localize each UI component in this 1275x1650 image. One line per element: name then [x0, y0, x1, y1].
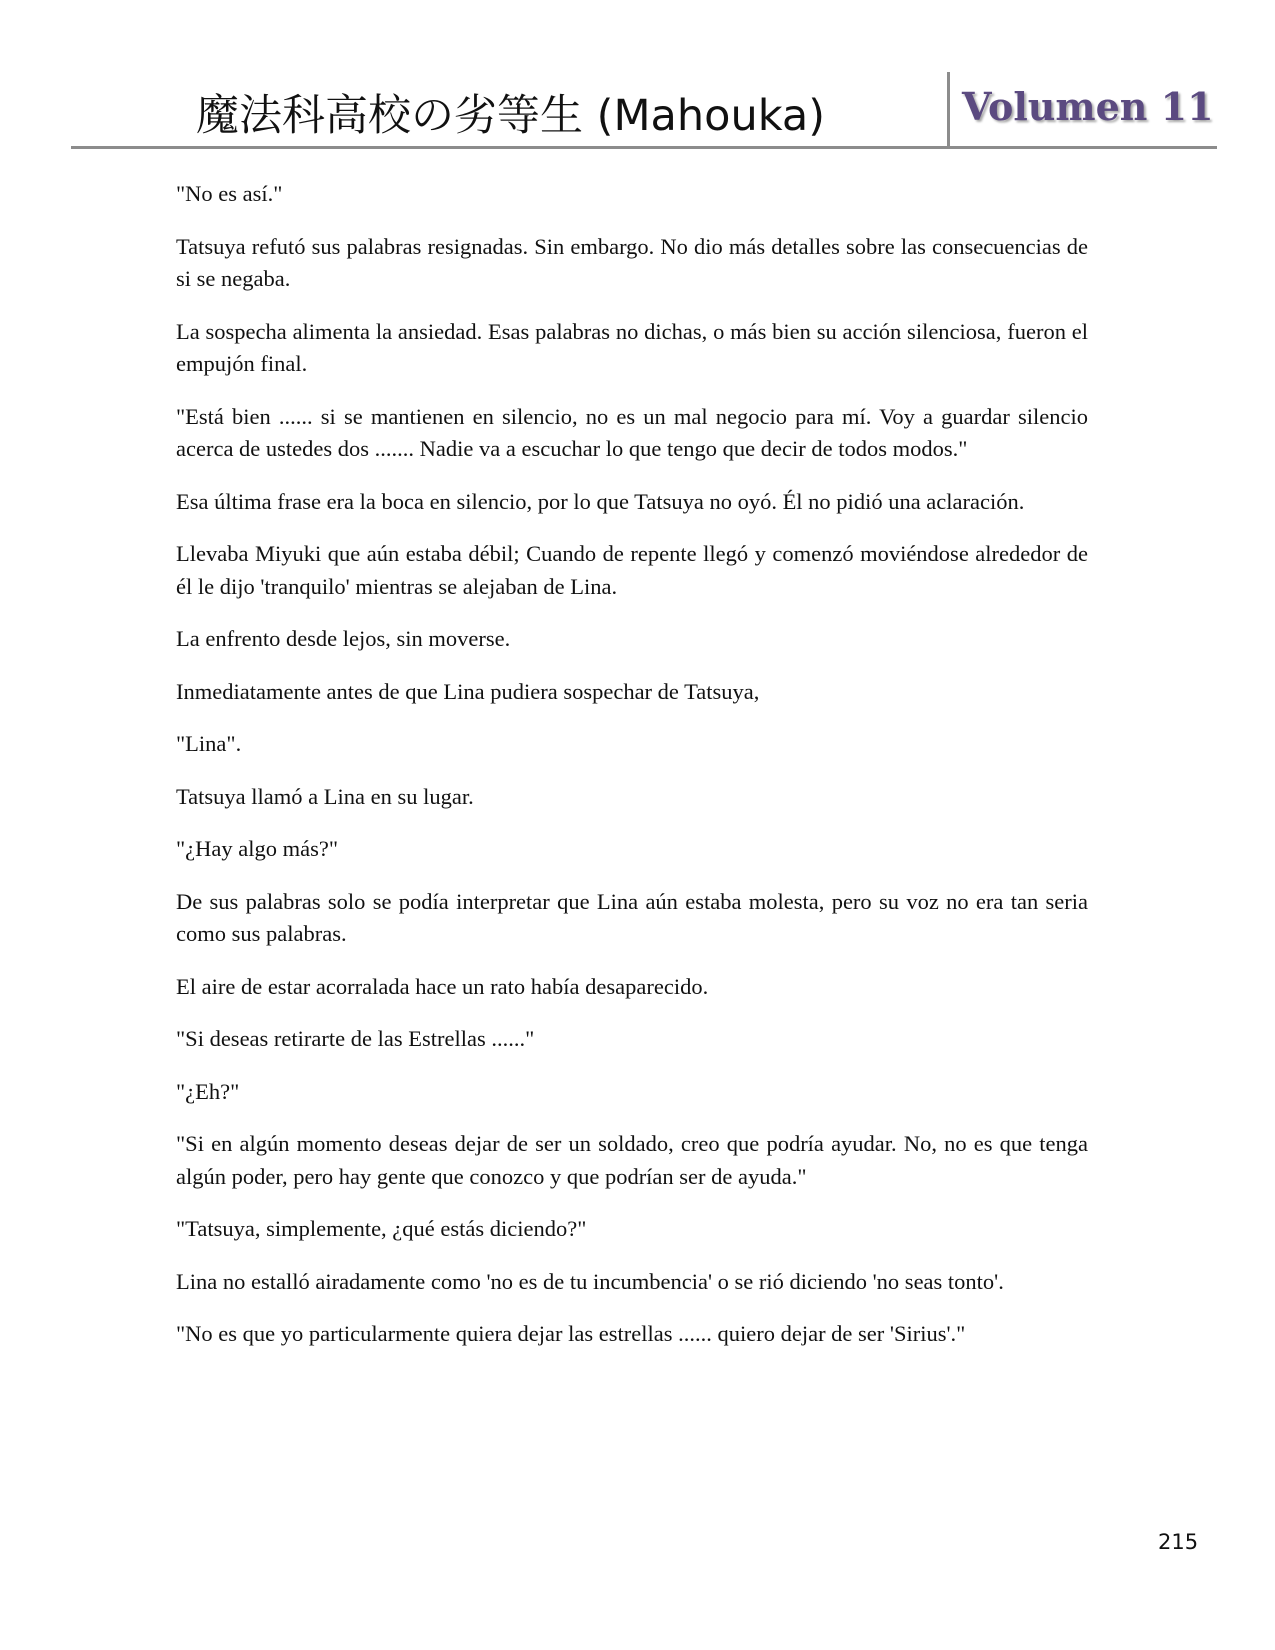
header-horizontal-rule [71, 146, 1217, 149]
paragraph: La enfrento desde lejos, sin moverse. [176, 626, 511, 651]
paragraph: "¿Hay algo más?" [176, 836, 339, 861]
paragraph: De sus palabras solo se podía interpretar que Lina aún estaba molesta, pero su voz no era tan seria como sus palabras. [176, 888, 1088, 946]
paragraph: "No es así." [176, 181, 283, 206]
paragraph: Inmediatamente antes de que Lina pudiera sospechar de Tatsuya, [176, 678, 760, 704]
paragraph: "Tatsuya, simplemente, ¿qué estás diciendo?" [176, 1216, 587, 1241]
paragraph: El aire de estar acorralada hace un rato había desaparecido. [176, 973, 709, 999]
paragraph: Tatsuya llamó a Lina en su lugar. [176, 783, 474, 809]
page-header [0, 0, 1275, 160]
page-number: 215 [1158, 1530, 1199, 1554]
book-title: 魔法科高校の劣等生 (Mahouka) [196, 91, 825, 141]
paragraph: La sospecha alimenta la ansiedad. Esas palabras no dichas, o más bien su acción silenciosa, fueron el empujón final. [176, 318, 1088, 376]
paragraph: "¿Eh?" [176, 1078, 240, 1104]
paragraph: "No es que yo particularmente quiera dejar las estrellas ...... quiero dejar de ser 'Sirius'." [176, 1321, 966, 1346]
volume-label: Volumen 11 [962, 84, 1214, 129]
page-body [176, 178, 1088, 1371]
paragraph: "Está bien ...... si se mantienen en silencio, no es un mal negocio para mí. Voy a guardar silencio acerca de ustedes dos ....... Nadie va a escuchar lo que tengo que decir de todos modos." [176, 403, 1088, 461]
paragraph: "Lina". [176, 731, 242, 756]
paragraph: "Si en algún momento deseas dejar de ser un soldado, creo que podría ayudar. No, no es que tenga algún poder, pero hay gente que conozco y que podrían ser de ayuda." [176, 1131, 1088, 1189]
paragraph: Lina no estalló airadamente como 'no es de tu incumbencia' o se rió diciendo 'no seas tonto'. [176, 1268, 1004, 1294]
paragraph: Esa última frase era la boca en silencio, por lo que Tatsuya no oyó. Él no pidió una aclaración. [176, 488, 1025, 514]
paragraph: "Si deseas retirarte de las Estrellas ......" [176, 1026, 535, 1051]
paragraph: Tatsuya refutó sus palabras resignadas. Sin embargo. No dio más detalles sobre las consecuencias de si se negaba. [176, 233, 1088, 291]
paragraph: Llevaba Miyuki que aún estaba débil; Cuando de repente llegó y comenzó moviéndose alrededor de él le dijo 'tranquilo' mientras se alejaban de Lina. [176, 541, 1088, 599]
header-vertical-divider [947, 72, 950, 148]
